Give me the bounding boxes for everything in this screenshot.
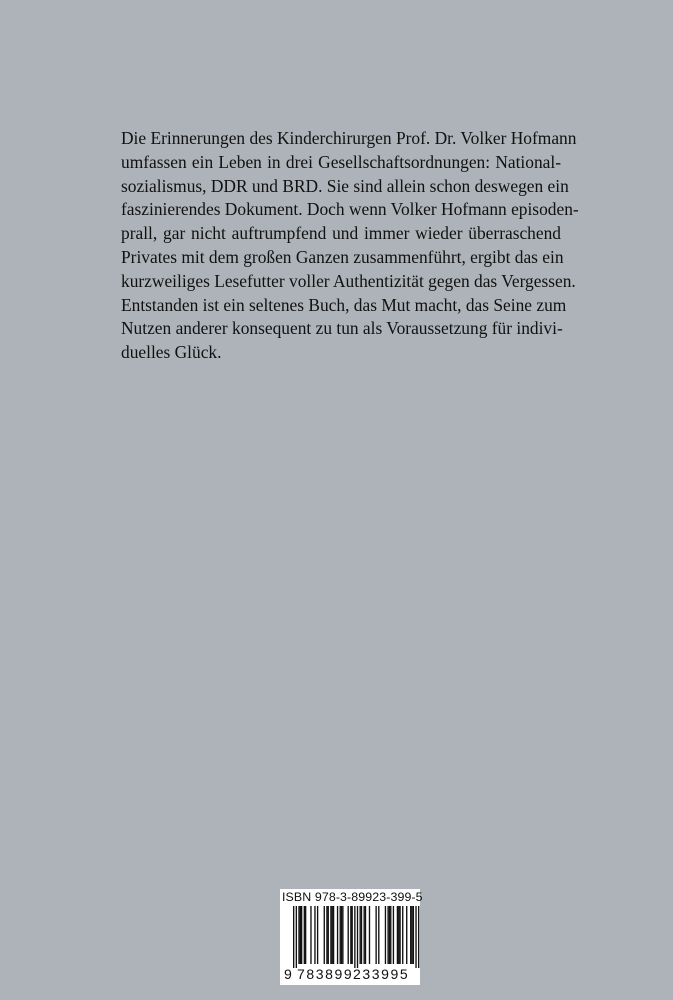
barcode-bar: [363, 906, 364, 964]
barcode-bar: [393, 906, 394, 964]
barcode-bar: [324, 906, 325, 964]
blurb-line: Nutzen anderer konsequent zu tun als Voraussetzung für indivi-: [121, 318, 563, 339]
blurb-line: faszinierendes Dokument. Doch wenn Volker Hofmann episoden-: [121, 199, 579, 220]
barcode-bar: [326, 906, 327, 964]
barcode-bar: [397, 906, 398, 964]
blurb-line: prall, gar nicht auftrumpfend und immer wieder überraschend: [121, 223, 561, 244]
barcode-bar: [304, 906, 305, 964]
barcode-bar: [369, 906, 370, 964]
barcode-bar: [337, 906, 338, 964]
barcode-digits: [280, 965, 420, 983]
barcode-bars: [280, 906, 420, 968]
barcode-bar: [352, 906, 353, 964]
barcode-bar: [387, 906, 388, 964]
barcode-bar: [399, 906, 400, 964]
barcode-bar: [390, 906, 391, 964]
isbn-barcode: [280, 889, 423, 985]
barcode-bar: [411, 906, 412, 964]
barcode-bar: [330, 906, 331, 964]
barcode-bar: [342, 906, 343, 964]
barcode-bar: [350, 906, 351, 964]
back-cover-blurb: [121, 127, 579, 365]
barcode-bar: [300, 906, 301, 964]
blurb-line: duelles Glück.: [121, 342, 222, 363]
barcode-bar: [365, 906, 366, 964]
barcode-digits-right: 233995: [353, 966, 410, 982]
barcode-bar: [314, 906, 315, 964]
barcode-bar: [354, 906, 355, 968]
barcode-bar: [328, 906, 329, 964]
barcode-bar: [385, 906, 386, 964]
barcode-bar: [415, 906, 416, 968]
barcode-bar: [293, 906, 294, 968]
barcode-bar: [310, 906, 311, 964]
barcode-bar: [406, 906, 407, 964]
barcode-bar: [360, 906, 361, 964]
blurb-line: Entstanden ist ein seltenes Buch, das Mut macht, das Seine zum: [121, 294, 567, 315]
barcode-bar: [348, 906, 349, 964]
barcode-bar: [301, 906, 302, 964]
blurb-line: umfassen ein Leben in drei Gesellschaftsordnungen: National-: [121, 151, 561, 172]
barcode-bar: [305, 906, 306, 964]
barcode-bar: [298, 906, 299, 964]
barcode-bar: [296, 906, 297, 968]
blurb-line: kurzweiliges Lesefutter voller Authentizität gegen das Vergessen.: [121, 270, 576, 291]
barcode-bar: [357, 906, 358, 968]
barcode-digit-first: 9: [284, 966, 292, 982]
blurb-line: Privates mit dem großen Ganzen zusammenführt, ergibt das ein: [121, 246, 564, 267]
blurb-line: sozialismus, DDR und BRD. Sie sind allein schon deswegen ein: [121, 175, 569, 196]
barcode-bar: [332, 906, 333, 964]
barcode-bar: [341, 906, 342, 964]
barcode-bar: [398, 906, 399, 964]
barcode-bar: [418, 906, 419, 968]
barcode-bar: [402, 906, 403, 964]
barcode-bar: [410, 906, 411, 964]
isbn-label: ISBN 978-3-89923-399-5: [282, 890, 423, 904]
barcode-bar: [389, 906, 390, 964]
barcode-bar: [361, 906, 362, 964]
barcode-bar: [340, 906, 341, 964]
barcode-bar: [413, 906, 414, 964]
barcode-bar: [317, 906, 318, 964]
blurb-line: Die Erinnerungen des Kinderchirurgen Prof. Dr. Volker Hofmann: [121, 128, 577, 148]
barcode-bar: [375, 906, 376, 964]
barcode-digits-left: 783899: [297, 966, 354, 982]
barcode-bar: [378, 906, 379, 964]
barcode-bar: [333, 906, 334, 964]
